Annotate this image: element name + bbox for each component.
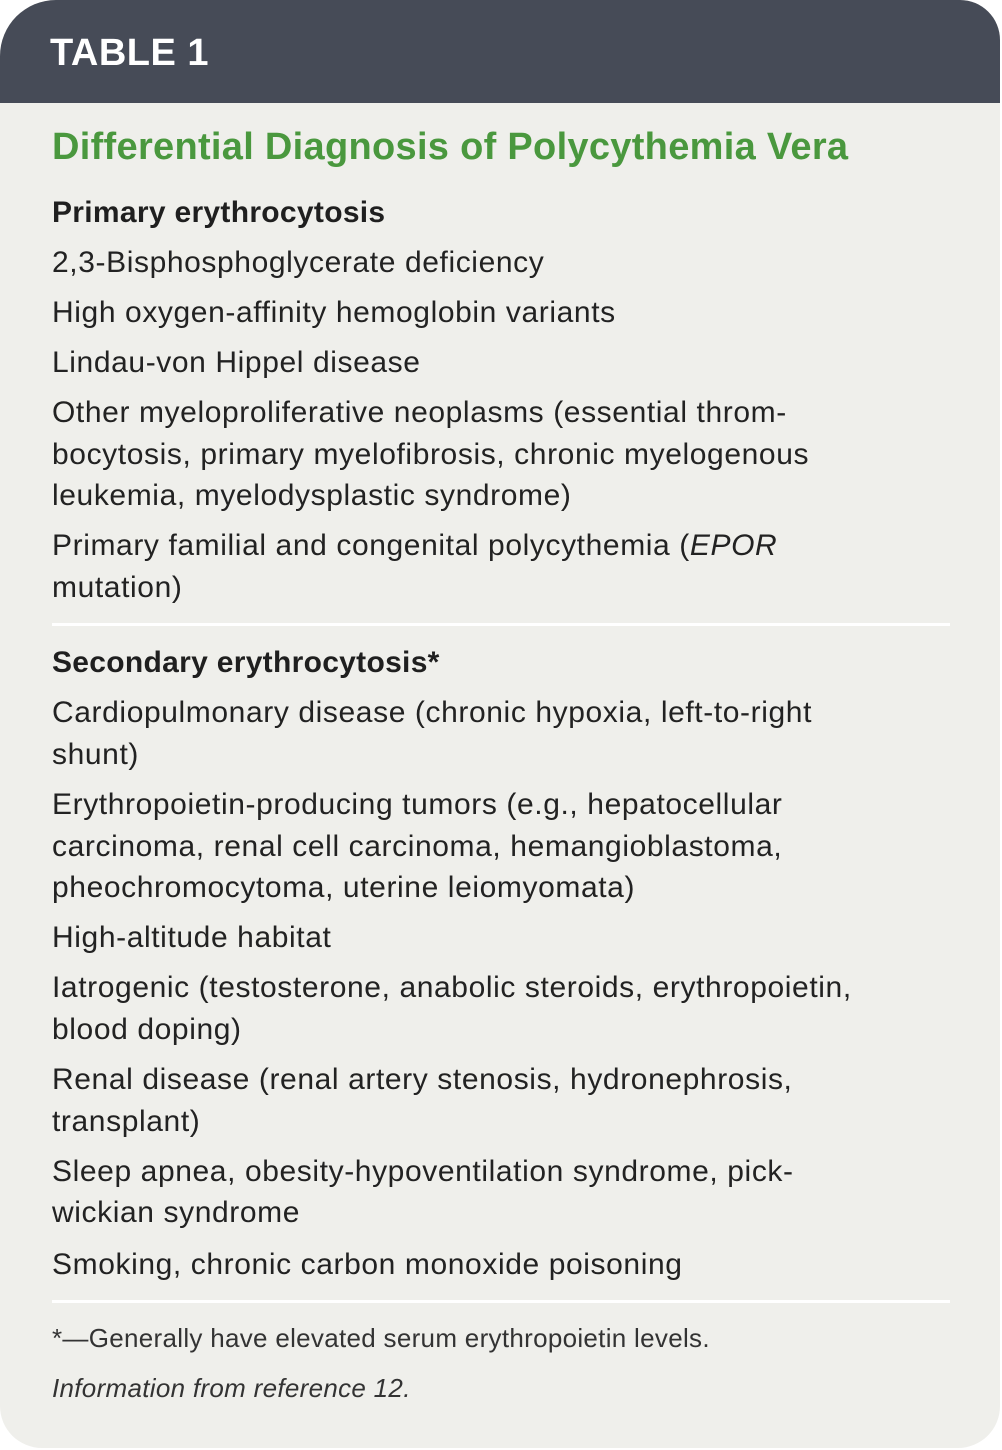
list-item-cont: mutation): [52, 571, 183, 604]
list-item: Erythropoietin-producing tumors (e.g., hepatocellular: [52, 788, 783, 821]
list-item-cont: pheochromocytoma, uterine leiomyomata): [52, 871, 636, 904]
list-item-cont: blood doping): [52, 1013, 242, 1046]
footer-divider: [52, 1300, 950, 1303]
list-item-cont: carcinoma, renal cell carcinoma, hemangioblastoma,: [52, 830, 783, 863]
list-item: High-altitude habitat: [52, 921, 332, 954]
gene-name: EPOR: [689, 529, 778, 562]
list-item: Smoking, chronic carbon monoxide poisoning: [52, 1248, 683, 1281]
section-divider: [52, 623, 950, 626]
list-item-text: Primary familial and congenital polycythemia (: [52, 529, 690, 562]
list-item: [52, 528, 777, 564]
list-item-cont: shunt): [52, 738, 139, 771]
section-heading-secondary: Secondary erythrocytosis*: [52, 646, 440, 679]
list-item: Renal disease (renal artery stenosis, hydronephrosis,: [52, 1063, 793, 1096]
list-item-cont: wickian syndrome: [52, 1196, 301, 1229]
list-item: 2,3-Bisphosphoglycerate deficiency: [52, 246, 545, 279]
list-item: Other myeloproliferative neoplasms (essential throm-: [52, 396, 787, 429]
list-item: High oxygen-affinity hemoglobin variants: [52, 296, 616, 329]
list-item: Sleep apnea, obesity-hypoventilation syndrome, pick-: [52, 1155, 794, 1188]
list-item: Cardiopulmonary disease (chronic hypoxia, left-to-right: [52, 696, 813, 729]
section-heading-primary: Primary erythrocytosis: [52, 196, 386, 229]
list-item: Iatrogenic (testosterone, anabolic steroids, erythropoietin,: [52, 971, 852, 1004]
table-label: TABLE 1: [50, 32, 210, 74]
source-note: Information from reference 12.: [52, 1373, 411, 1403]
table-title: Differential Diagnosis of Polycythemia Vera: [52, 126, 849, 168]
list-item-cont: leukemia, myelodysplastic syndrome): [52, 479, 572, 512]
list-item-cont: transplant): [52, 1105, 201, 1138]
list-item-cont: bocytosis, primary myelofibrosis, chronic myelogenous: [52, 438, 810, 471]
table-header: [0, 0, 1000, 103]
list-item: Lindau-von Hippel disease: [52, 346, 421, 379]
footnote: *—Generally have elevated serum erythropoietin levels.: [52, 1323, 710, 1353]
